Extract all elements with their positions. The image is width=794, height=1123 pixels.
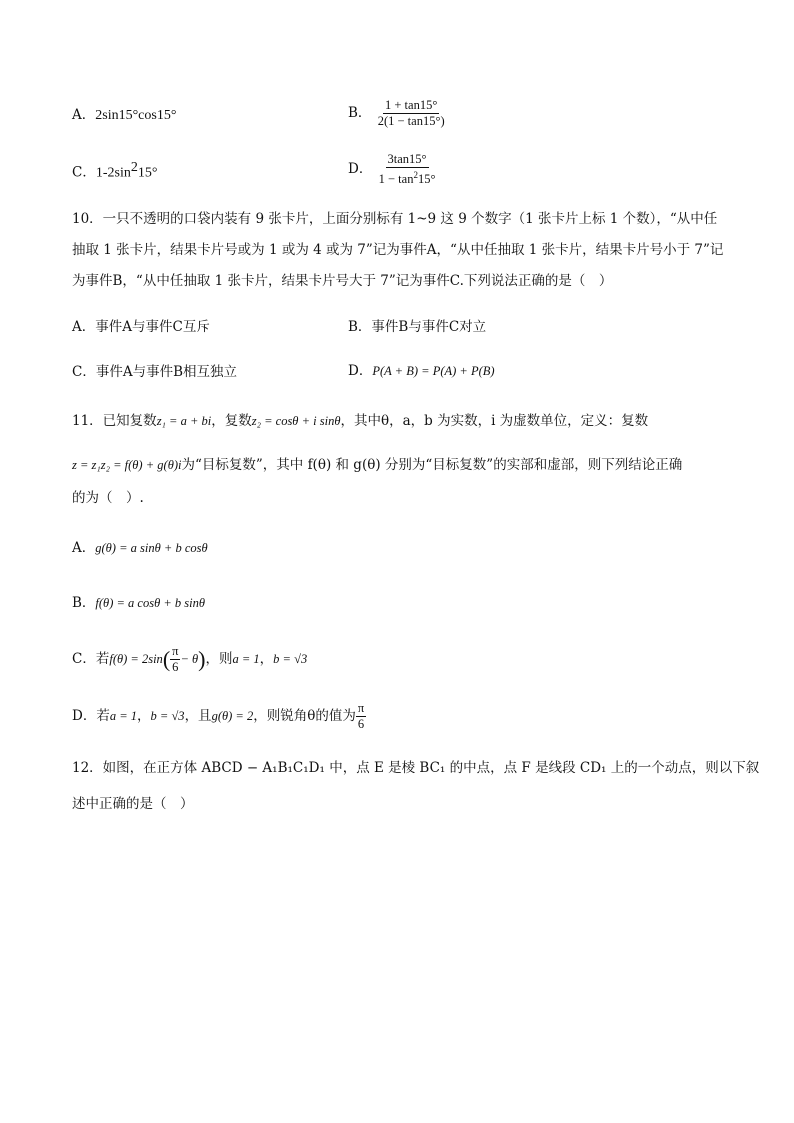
q12-stem-line-2: 述中正确的是（ ） <box>72 796 194 812</box>
option-fraction <box>376 98 447 129</box>
stem-text: 11．已知复数 <box>72 413 157 429</box>
q11-option-b <box>72 593 205 613</box>
option-text: ， <box>137 708 151 724</box>
math-a: a = 1 <box>109 709 138 723</box>
fraction-denominator: 6 <box>357 717 365 731</box>
math-g: g(θ) = 2 <box>211 709 254 723</box>
option-expr: P(A + B) = P(A) + P(B) <box>372 364 495 378</box>
exponent: 2 <box>413 170 418 180</box>
math-b: b = √3 <box>273 652 308 666</box>
option-label: B． <box>72 595 96 611</box>
option-fraction <box>377 152 438 187</box>
option-text: D．若 <box>72 708 110 724</box>
fraction-numerator: π <box>357 701 365 715</box>
option-label: A． <box>72 540 96 556</box>
q11-option-a <box>72 538 208 558</box>
q9-option-b <box>348 98 447 129</box>
fraction-denominator: 2(1 − tan15°) <box>377 114 445 128</box>
option-label: D． <box>348 363 373 379</box>
option-expr: f(θ) = a cosθ + b sinθ <box>95 596 206 610</box>
option-expr: g(θ) = a sinθ + b cosθ <box>95 541 208 555</box>
q10-option-b: B．事件B与事件C对立 <box>348 319 487 335</box>
option-text: C．若 <box>72 651 110 667</box>
q11-stem-line-1 <box>72 411 648 431</box>
q10-option-d <box>348 361 495 381</box>
fraction-denominator <box>377 168 438 187</box>
q10-stem-line-3: 为事件B，“从中任抽取 1 张卡片，结果卡片号大于 7”记为事件C.下列说法正确的是（ ） <box>72 273 613 289</box>
q11-stem-line-2 <box>72 455 682 475</box>
q9-option-d <box>348 152 437 187</box>
option-expr: 1-2sin <box>95 165 131 181</box>
fraction-numerator: π <box>172 644 179 658</box>
fraction-numerator: 1 + tan15° <box>385 98 438 112</box>
math-a: a = 1 <box>232 652 260 666</box>
stem-text: 为“目标复数”，其中 f(θ) 和 g(θ) 分别为“目标复数”的实部和虚部，则下列结论正确 <box>181 457 683 473</box>
option-label: A． <box>72 107 96 123</box>
fraction-numerator: 3tan15° <box>387 152 427 166</box>
fraction-denominator: 6 <box>172 660 179 674</box>
q10-option-a: A．事件A与事件C互斥 <box>72 319 210 335</box>
option-fraction <box>170 644 180 675</box>
q11-stem-line-3: 的为（ ）. <box>72 490 144 506</box>
q11-option-c <box>72 644 307 675</box>
q10-option-c: C．事件A与事件B相互独立 <box>72 364 237 380</box>
option-expr-tail: 15° <box>137 165 158 181</box>
option-expr-tail: − θ <box>180 652 199 666</box>
stem-text: ，其中θ，a，b 为实数，i 为虚数单位，定义：复数 <box>340 413 649 429</box>
denominator-tail: 15° <box>417 172 436 187</box>
math-z1: z₁ = a + bi <box>156 414 212 428</box>
option-text: ，且 <box>184 708 212 724</box>
option-label: B． <box>348 105 372 121</box>
q11-option-d <box>72 701 366 732</box>
math-z2: z₂ = cosθ + i sinθ <box>251 414 341 428</box>
q10-stem-line-1: 10．一只不透明的口袋内装有 9 张卡片，上面分别标有 1~9 这 9 个数字（1 张卡片上标 1 个数），“从中任 <box>72 211 718 227</box>
option-text: ，则锐角θ的值为 <box>253 708 356 724</box>
left-paren: ( <box>162 646 171 672</box>
exponent: 2 <box>130 160 138 175</box>
option-text: ，则 <box>205 651 233 667</box>
math-b: b = √3 <box>150 709 185 723</box>
option-expr: 2sin15°cos15° <box>95 108 177 123</box>
q9-option-c <box>72 158 157 184</box>
option-label: D． <box>348 161 373 178</box>
stem-text: ，复数 <box>211 413 252 429</box>
q10-stem-line-2: 抽取 1 张卡片，结果卡片号或为 1 或为 4 或为 7”记为事件A，“从中任抽取 1 张卡片，结果卡片号小于 7”记 <box>72 242 724 258</box>
option-expr: f(θ) = 2sin <box>109 652 163 666</box>
right-paren: ) <box>198 646 206 672</box>
math-z-definition: z = z₁z₂ = f(θ) + g(θ)i <box>72 458 182 472</box>
option-label: C． <box>72 164 96 181</box>
option-text: ， <box>259 651 274 667</box>
q12-stem-line-1: 12．如图，在正方体 ABCD − A₁B₁C₁D₁ 中，点 E 是棱 BC₁ 的中点，点 F 是线段 CD₁ 上的一个动点，则以下叙 <box>72 760 760 776</box>
option-fraction <box>356 701 366 732</box>
denominator-part: 1 − tan <box>378 172 414 187</box>
q9-option-a <box>72 105 176 126</box>
